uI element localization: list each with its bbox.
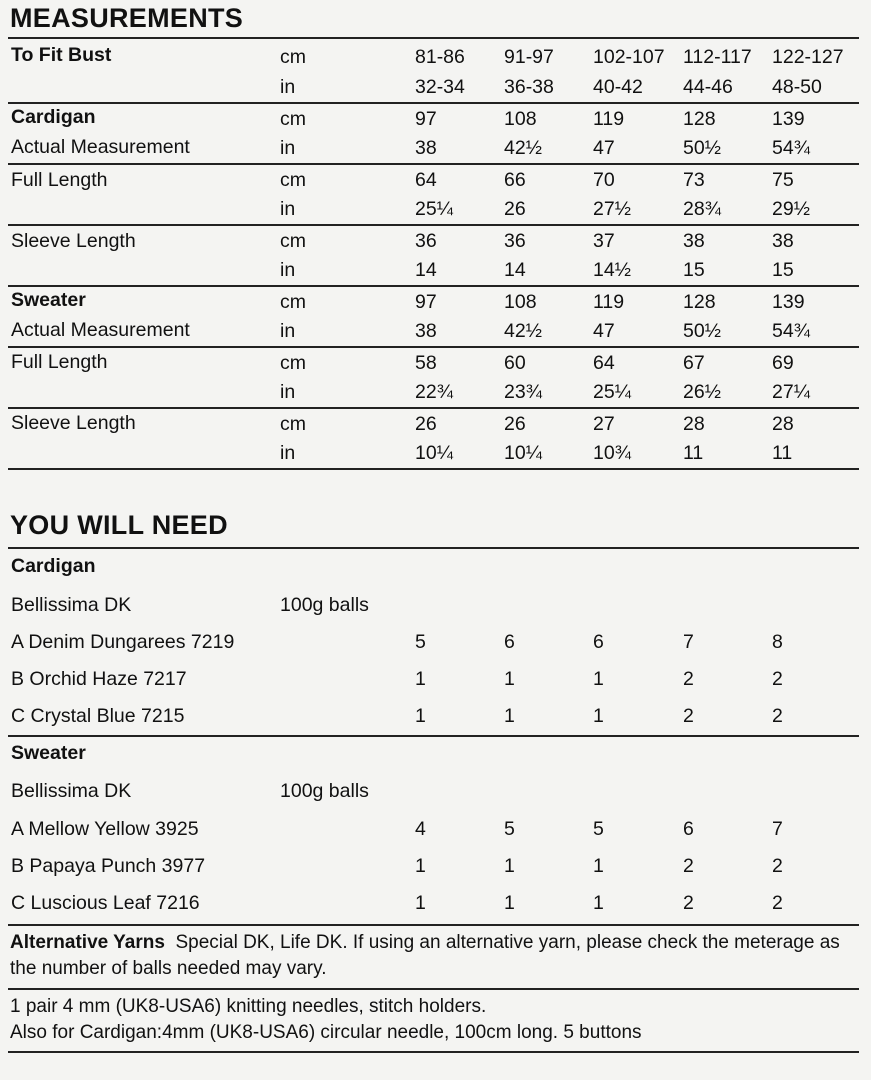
sweater-yarn-b-name: B Papaya Punch 3977 <box>11 855 206 877</box>
sweater-yarn-b-4: 2 <box>683 855 694 877</box>
sweater-full-cm-2: 60 <box>504 352 526 374</box>
sweater-actual-in-5: 54¾ <box>772 320 810 342</box>
need-sweater-label: Sweater <box>11 742 86 764</box>
unit-cm: cm <box>280 108 306 130</box>
sweater-sleeve-in-1: 10¼ <box>415 442 453 464</box>
divider <box>8 346 859 348</box>
cardigan-actual-in-5: 54¾ <box>772 137 810 159</box>
need-cardigan-yarn: Bellissima DK <box>11 594 132 616</box>
cardigan-actual-cm-1: 97 <box>415 108 437 130</box>
sweater-actual-in-4: 50½ <box>683 320 721 342</box>
unit-cm: cm <box>280 352 306 374</box>
sweater-full-cm-4: 67 <box>683 352 705 374</box>
cardigan-actual-in-2: 42½ <box>504 137 542 159</box>
sweater-full-in-1: 22¾ <box>415 381 453 403</box>
need-sweater-balls: 100g balls <box>280 780 369 802</box>
unit-in: in <box>280 76 296 98</box>
divider <box>8 924 859 926</box>
alternative-yarns-text: Special DK, Life DK. If using an alternative yarn, please check the meterage as the number of balls needed may vary. <box>10 932 840 979</box>
cardigan-yarn-b-3: 1 <box>593 668 604 690</box>
cardigan-label: Cardigan <box>11 106 96 128</box>
need-cardigan-label: Cardigan <box>11 555 96 577</box>
cardigan-sleeve-cm-4: 38 <box>683 230 705 252</box>
cardigan-full-in-4: 28¾ <box>683 198 721 220</box>
sweater-sleeve-cm-3: 27 <box>593 413 615 435</box>
divider <box>8 224 859 226</box>
cardigan-yarn-c-3: 1 <box>593 705 604 727</box>
cardigan-yarn-a-name: A Denim Dungarees 7219 <box>11 631 235 653</box>
divider <box>8 102 859 104</box>
divider <box>8 37 859 39</box>
bust-in-1: 32-34 <box>415 76 465 98</box>
cardigan-sleeve-in-1: 14 <box>415 259 437 281</box>
divider <box>8 468 859 470</box>
unit-cm: cm <box>280 291 306 313</box>
bust-in-2: 36-38 <box>504 76 554 98</box>
sweater-actual-in-3: 47 <box>593 320 615 342</box>
sweater-yarn-b-2: 1 <box>504 855 515 877</box>
sweater-yarn-a-1: 4 <box>415 818 426 840</box>
cardigan-sleeve-in-5: 15 <box>772 259 794 281</box>
cardigan-actual-in-4: 50½ <box>683 137 721 159</box>
alternative-yarns-label: Alternative Yarns <box>10 932 165 953</box>
sweater-yarn-b-5: 2 <box>772 855 783 877</box>
sweater-sleeve-in-2: 10¼ <box>504 442 542 464</box>
sweater-actual-cm-3: 119 <box>593 291 625 313</box>
cardigan-actual-in-3: 47 <box>593 137 615 159</box>
sweater-sleeve-cm-4: 28 <box>683 413 705 435</box>
sweater-actual-in-1: 38 <box>415 320 437 342</box>
cardigan-yarn-a-5: 8 <box>772 631 783 653</box>
cardigan-full-cm-5: 75 <box>772 169 794 191</box>
cardigan-actual-cm-2: 108 <box>504 108 537 130</box>
bust-in-5: 48-50 <box>772 76 822 98</box>
cardigan-actual-label: Actual Measurement <box>11 136 190 158</box>
needles-line-2: Also for Cardigan:4mm (UK8-USA6) circular needle, 100cm long. 5 buttons <box>10 1022 642 1043</box>
sweater-full-in-2: 23¾ <box>504 381 542 403</box>
sweater-yarn-a-5: 7 <box>772 818 783 840</box>
measurements-heading: MEASUREMENTS <box>10 3 244 33</box>
cardigan-yarn-b-4: 2 <box>683 668 694 690</box>
sweater-yarn-a-2: 5 <box>504 818 515 840</box>
sweater-actual-cm-2: 108 <box>504 291 537 313</box>
cardigan-yarn-c-5: 2 <box>772 705 783 727</box>
cardigan-sleeve-cm-2: 36 <box>504 230 526 252</box>
sweater-yarn-c-name: C Luscious Leaf 7216 <box>11 892 200 914</box>
sweater-full-in-3: 25¼ <box>593 381 631 403</box>
sweater-yarn-b-1: 1 <box>415 855 426 877</box>
sweater-full-cm-5: 69 <box>772 352 794 374</box>
cardigan-full-label: Full Length <box>11 169 108 191</box>
cardigan-sleeve-cm-1: 36 <box>415 230 437 252</box>
divider <box>8 163 859 165</box>
unit-in: in <box>280 320 296 342</box>
cardigan-full-in-5: 29½ <box>772 198 810 220</box>
cardigan-full-cm-3: 70 <box>593 169 615 191</box>
cardigan-sleeve-label: Sleeve Length <box>11 230 136 252</box>
cardigan-yarn-c-4: 2 <box>683 705 694 727</box>
bust-cm-2: 91-97 <box>504 46 554 68</box>
sweater-sleeve-in-4: 11 <box>683 442 704 464</box>
sweater-yarn-c-3: 1 <box>593 892 604 914</box>
unit-cm: cm <box>280 230 306 252</box>
bust-cm-1: 81-86 <box>415 46 465 68</box>
cardigan-yarn-b-name: B Orchid Haze 7217 <box>11 668 187 690</box>
you-will-need-heading: YOU WILL NEED <box>10 510 228 540</box>
divider <box>8 547 859 549</box>
unit-in: in <box>280 137 296 159</box>
divider <box>8 735 859 737</box>
unit-cm: cm <box>280 169 306 191</box>
bust-label: To Fit Bust <box>11 44 112 66</box>
cardigan-sleeve-cm-3: 37 <box>593 230 615 252</box>
cardigan-sleeve-cm-5: 38 <box>772 230 794 252</box>
bust-cm-3: 102-107 <box>593 46 665 68</box>
sweater-yarn-c-1: 1 <box>415 892 426 914</box>
cardigan-actual-cm-4: 128 <box>683 108 716 130</box>
cardigan-sleeve-in-3: 14½ <box>593 259 631 281</box>
sweater-actual-in-2: 42½ <box>504 320 542 342</box>
unit-in: in <box>280 259 296 281</box>
divider <box>8 988 859 990</box>
cardigan-actual-cm-3: 119 <box>593 108 625 130</box>
cardigan-yarn-a-2: 6 <box>504 631 515 653</box>
sweater-yarn-a-3: 5 <box>593 818 604 840</box>
bust-in-3: 40-42 <box>593 76 643 98</box>
unit-in: in <box>280 381 296 403</box>
sweater-sleeve-label: Sleeve Length <box>11 412 136 434</box>
sweater-yarn-c-5: 2 <box>772 892 783 914</box>
sweater-yarn-c-2: 1 <box>504 892 515 914</box>
cardigan-yarn-a-4: 7 <box>683 631 694 653</box>
sweater-sleeve-cm-2: 26 <box>504 413 526 435</box>
sweater-sleeve-cm-1: 26 <box>415 413 437 435</box>
cardigan-yarn-c-1: 1 <box>415 705 426 727</box>
sweater-sleeve-cm-5: 28 <box>772 413 794 435</box>
divider <box>8 407 859 409</box>
unit-cm: cm <box>280 46 306 68</box>
cardigan-yarn-b-5: 2 <box>772 668 783 690</box>
cardigan-sleeve-in-2: 14 <box>504 259 526 281</box>
cardigan-full-in-1: 25¼ <box>415 198 453 220</box>
cardigan-full-cm-1: 64 <box>415 169 437 191</box>
cardigan-full-cm-4: 73 <box>683 169 705 191</box>
sweater-full-in-5: 27¼ <box>772 381 810 403</box>
sweater-actual-cm-5: 139 <box>772 291 805 313</box>
unit-in: in <box>280 442 296 464</box>
sweater-actual-cm-1: 97 <box>415 291 437 313</box>
sweater-yarn-a-name: A Mellow Yellow 3925 <box>11 818 199 840</box>
cardigan-yarn-a-1: 5 <box>415 631 426 653</box>
cardigan-actual-cm-5: 139 <box>772 108 805 130</box>
unit-cm: cm <box>280 413 306 435</box>
cardigan-full-cm-2: 66 <box>504 169 526 191</box>
bust-cm-5: 122-127 <box>772 46 844 68</box>
cardigan-actual-in-1: 38 <box>415 137 437 159</box>
sweater-label: Sweater <box>11 289 86 311</box>
need-cardigan-balls: 100g balls <box>280 594 369 616</box>
bust-cm-4: 112-117 <box>683 46 752 68</box>
sweater-yarn-b-3: 1 <box>593 855 604 877</box>
cardigan-yarn-a-3: 6 <box>593 631 604 653</box>
bust-in-4: 44-46 <box>683 76 733 98</box>
unit-in: in <box>280 198 296 220</box>
sweater-yarn-c-4: 2 <box>683 892 694 914</box>
sweater-sleeve-in-3: 10¾ <box>593 442 631 464</box>
alternative-yarns-note <box>10 930 860 982</box>
sweater-full-in-4: 26½ <box>683 381 721 403</box>
cardigan-sleeve-in-4: 15 <box>683 259 705 281</box>
sweater-full-label: Full Length <box>11 351 108 373</box>
divider <box>8 1051 859 1053</box>
sweater-actual-cm-4: 128 <box>683 291 716 313</box>
sweater-full-cm-3: 64 <box>593 352 615 374</box>
needles-note <box>10 994 860 1046</box>
cardigan-full-in-2: 26 <box>504 198 526 220</box>
need-sweater-yarn: Bellissima DK <box>11 780 132 802</box>
needles-line-1: 1 pair 4 mm (UK8-USA6) knitting needles, stitch holders. <box>10 996 487 1017</box>
cardigan-full-in-3: 27½ <box>593 198 631 220</box>
sweater-sleeve-in-5: 11 <box>772 442 793 464</box>
cardigan-yarn-c-name: C Crystal Blue 7215 <box>11 705 185 727</box>
divider <box>8 285 859 287</box>
sweater-full-cm-1: 58 <box>415 352 437 374</box>
sweater-yarn-a-4: 6 <box>683 818 694 840</box>
cardigan-yarn-b-1: 1 <box>415 668 426 690</box>
cardigan-yarn-b-2: 1 <box>504 668 515 690</box>
sweater-actual-label: Actual Measurement <box>11 319 190 341</box>
cardigan-yarn-c-2: 1 <box>504 705 515 727</box>
